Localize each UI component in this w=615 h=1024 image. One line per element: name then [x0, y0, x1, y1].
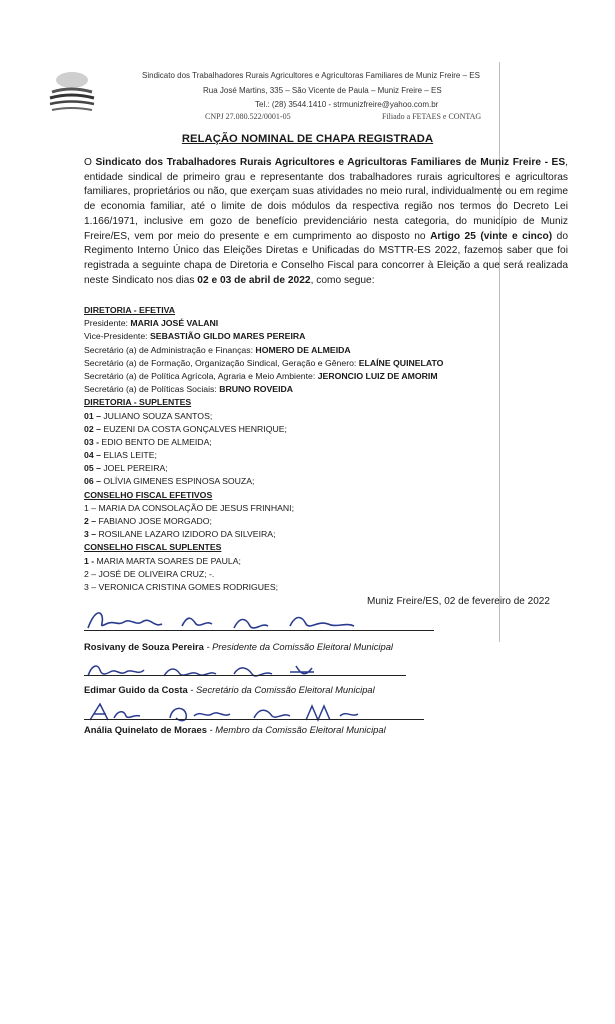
- member-name: MARIA MARTA SOARES DE PAULA;: [94, 555, 241, 566]
- member-name: SEBASTIÃO GILDO MARES PEREIRA: [150, 331, 306, 342]
- member-name: JULIANO SOUZA SANTOS;: [100, 410, 213, 421]
- section-heading-conselho-efetivos: CONSELHO FISCAL EFETIVOS: [84, 489, 213, 500]
- header-contact: Tel.: (28) 3544.1410 - strmunizfreire@yahoo.com.br: [255, 100, 439, 109]
- intro-article: Artigo 25 (vinte e cinco): [430, 230, 553, 242]
- role-label: Secretário (a) de Política Agrícola, Agraria e Meio Ambiente:: [84, 370, 318, 381]
- member-name: VERONICA CRISTINA GOMES RODRIGUES;: [96, 581, 279, 592]
- list-item: [84, 423, 574, 436]
- signer-name: Anália Quinelato de Moraes: [84, 724, 207, 735]
- list-item: [84, 528, 574, 541]
- intro-text: , entidade sindical de primeiro grau e representante dos trabalhadores rurais agricultores e agricultoras familiares, proprietários ou não, que exerçam suas atividades no meio rural, individualmente ou em regime de economia familiar, até o limite de dois módulos da respectiva região nos termos do Decreto Lei 1.166/1971, inclusive em gozo de benefício previdenciário nesta categoria, do município de Muniz Freire/ES, vem por meio do presente e em cumprimento ao disposto no: [84, 157, 568, 242]
- signature-edimar: [84, 656, 444, 684]
- member-name: MARIA JOSÉ VALANI: [130, 318, 219, 329]
- signer-name: Rosivany de Souza Pereira: [84, 641, 204, 652]
- list-item: [84, 581, 574, 594]
- item-number: 1 -: [84, 555, 95, 566]
- item-number: 1 –: [84, 502, 97, 513]
- item-number: 04 –: [84, 450, 101, 461]
- signer-analia: [84, 724, 386, 735]
- member-name: EUZENI DA COSTA GONÇALVES HENRIQUE;: [100, 423, 287, 434]
- member-name: ROSILANE LAZARO IZIDORO DA SILVEIRA;: [96, 529, 276, 540]
- list-item: [84, 330, 574, 343]
- intro-election-dates: 02 e 03 de abril de 2022: [197, 274, 311, 286]
- item-number: 3 –: [84, 529, 97, 540]
- item-number: 02 –: [84, 423, 101, 434]
- item-number: 3 –: [84, 581, 97, 592]
- list-item: [84, 568, 574, 581]
- list-item: [84, 344, 574, 357]
- header-affiliation: Filiado a FETAES e CONTAG: [382, 112, 482, 121]
- union-logo-icon: [46, 66, 96, 116]
- signer-role: - Secretário da Comissão Eleitoral Municipal: [187, 684, 375, 695]
- section-heading-diretoria-efetiva: DIRETORIA - EFETIVA: [84, 305, 176, 315]
- member-name: ELIAS LEITE;: [100, 450, 157, 461]
- signer-name: Edimar Guido da Costa: [84, 684, 188, 695]
- member-name: JERONCIO LUIZ DE AMORIM: [317, 370, 438, 381]
- signer-edimar: [84, 684, 375, 695]
- member-name: OLÍVIA GIMENES ESPINOSA SOUZA;: [100, 476, 255, 487]
- member-name: ELAÍNE QUINELATO: [358, 357, 444, 368]
- member-name: HOMERO DE ALMEIDA: [255, 344, 351, 355]
- item-number: 2 –: [84, 516, 97, 526]
- signer-role: - Membro da Comissão Eleitoral Municipal: [206, 724, 386, 735]
- item-number: 01 –: [84, 410, 101, 421]
- role-label: Secretário (a) de Formação, Organização Sindical, Geração e Gênero:: [84, 357, 359, 368]
- item-number: 05 –: [84, 463, 101, 474]
- item-number: 03 -: [84, 436, 99, 447]
- signature-line: [84, 630, 434, 631]
- intro-text: O: [84, 157, 96, 168]
- section-heading-conselho-suplentes: CONSELHO FISCAL SUPLENTES: [84, 542, 222, 553]
- member-name: JOEL PEREIRA;: [100, 463, 168, 474]
- section-heading-diretoria-suplentes: DIRETORIA - SUPLENTES: [84, 397, 192, 408]
- list-item: [84, 475, 574, 488]
- page-title: RELAÇÃO NOMINAL DE CHAPA REGISTRADA: [181, 133, 434, 145]
- signature-analia: [84, 698, 444, 726]
- header-union-name: Sindicato dos Trabalhadores Rurais Agricultores e Agricultoras Familiares de Muniz Freire – ES: [142, 71, 480, 80]
- date-line: Muniz Freire/ES, 02 de fevereiro de 2022: [367, 596, 550, 607]
- list-item: [84, 317, 574, 330]
- list-item: [84, 436, 574, 449]
- slate-list: [84, 304, 574, 594]
- signature-line: [84, 675, 406, 676]
- header-address: Rua José Martins, 335 – São Vicente de Paula – Muniz Freire – ES: [203, 86, 442, 95]
- list-item: [84, 357, 574, 370]
- list-item: [84, 383, 574, 396]
- intro-text: do Regimento Interno Único das Eleições Diretas e Unificadas do MSTTR-ES 2022, fazemos saber que foi registrada a seguinte chapa de Diretoria e Conselho Fiscal para concorrer à Eleição a que será realizada neste Sindicato nos dias: [84, 230, 569, 286]
- list-item: [84, 449, 574, 462]
- role-label: Secretário (a) de Administração e Finanças:: [84, 344, 256, 355]
- item-number: 06 –: [84, 476, 101, 487]
- list-item: [84, 410, 574, 423]
- signer-role: - Presidente da Comissão Eleitoral Municipal: [203, 641, 393, 652]
- list-item: [84, 555, 574, 568]
- role-label: Presidente:: [84, 318, 131, 329]
- member-name: EDIO BENTO DE ALMEIDA;: [98, 436, 212, 447]
- item-number: 2 –: [84, 568, 97, 579]
- list-item: [84, 370, 574, 383]
- signer-rosivany: [84, 641, 393, 652]
- member-name: MARIA DA CONSOLAÇÃO DE JESUS FRINHANI;: [96, 502, 294, 513]
- member-name: BRUNO ROVEIDA: [219, 384, 294, 395]
- intro-paragraph: [84, 156, 568, 288]
- list-item: [84, 515, 574, 528]
- intro-union-name: Sindicato dos Trabalhadores Rurais Agricultores e Agricultoras Familiares de Muniz Freire - ES: [95, 157, 566, 168]
- signature-line: [84, 719, 424, 720]
- list-item: [84, 502, 574, 515]
- intro-text: , como segue:: [310, 274, 375, 286]
- list-item: [84, 462, 574, 475]
- role-label: Secretário (a) de Políticas Sociais:: [84, 384, 220, 395]
- role-label: Vice-Presidente:: [84, 331, 150, 342]
- member-name: FABIANO JOSE MORGADO;: [96, 516, 212, 526]
- header-cnpj: CNPJ 27.080.522/0001-05: [205, 112, 291, 121]
- member-name: JOSÉ DE OLIVEIRA CRUZ; -.: [96, 568, 215, 579]
